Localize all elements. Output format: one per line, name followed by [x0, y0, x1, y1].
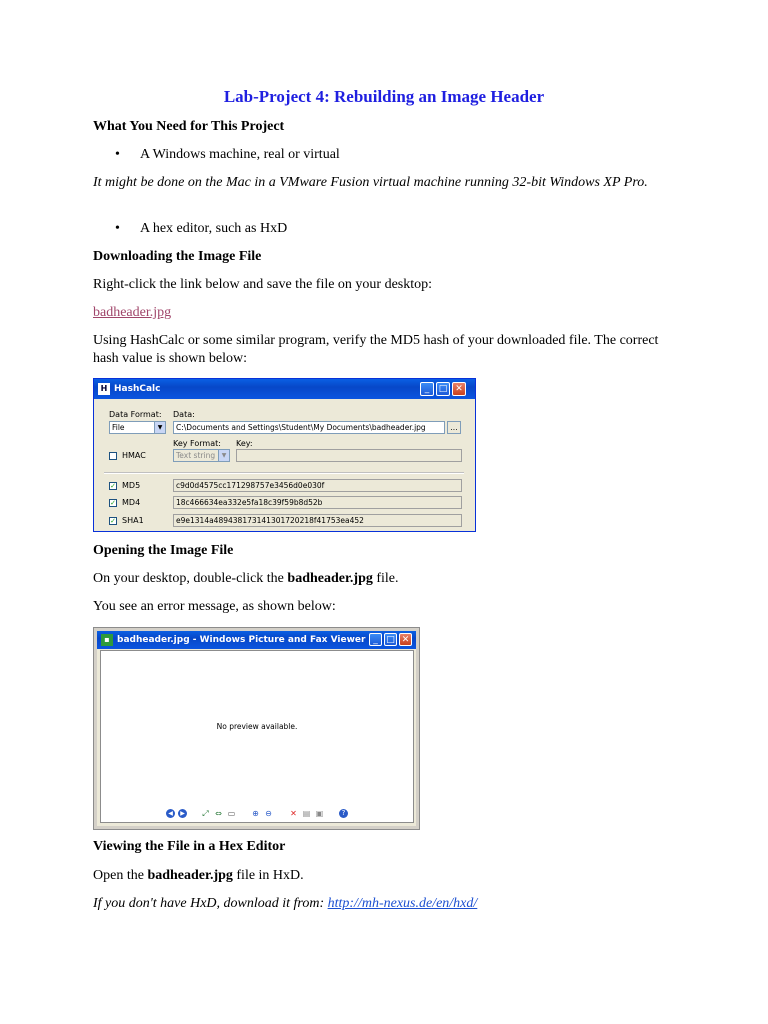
list-item-text: A Windows machine, real or virtual	[140, 147, 340, 162]
filename-bold: badheader.jpg	[147, 868, 233, 883]
text-run: Open the	[93, 868, 148, 883]
text-run: On your desktop, double-click the	[93, 571, 288, 586]
text-run: file in HxD.	[232, 868, 304, 883]
minimize-icon[interactable]: _	[420, 382, 434, 396]
paragraph: Using HashCalc or some similar program, verify the MD5 hash of your downloaded file. The correct hash value is shown below:	[93, 333, 659, 366]
help-icon[interactable]: ?	[339, 809, 348, 818]
hmac-checkbox[interactable]	[109, 452, 117, 460]
section-heading-open: Opening the Image File	[93, 543, 234, 558]
best-fit-icon[interactable]: ⤢	[202, 809, 209, 818]
paragraph	[93, 867, 304, 885]
maximize-icon[interactable]: □	[384, 633, 397, 646]
chevron-down-icon: ▼	[218, 450, 229, 461]
bullet-glyph: •	[115, 221, 120, 236]
actual-size-icon[interactable]: ⇔	[215, 809, 222, 818]
key-format-select[interactable]	[173, 449, 230, 462]
hxd-note	[93, 895, 477, 913]
preview-area	[100, 650, 414, 823]
text-run: If you don't have HxD, download it from:	[93, 896, 328, 911]
bullet-glyph: •	[115, 147, 120, 162]
italic-note: It might be done on the Mac in a VMware Fusion virtual machine running 32-bit Windows XP Pro.	[93, 175, 648, 190]
section-heading-hex: Viewing the File in a Hex Editor	[93, 839, 286, 854]
list-item-text: A hex editor, such as HxD	[140, 221, 288, 236]
sha1-result: e9e1314a489438173141301720218f41753ea452	[173, 514, 462, 527]
md5-label: MD5	[122, 481, 141, 490]
sha1-checkbox[interactable]: ✓	[110, 517, 116, 525]
hashcalc-titlebar	[94, 379, 475, 399]
text-run: file.	[372, 571, 399, 586]
picture-viewer-window	[93, 627, 420, 830]
data-format-select[interactable]	[109, 421, 166, 434]
save-icon[interactable]: ▣	[315, 809, 324, 818]
md5-result: c9d0d4575cc171298757e3456d0e030f	[173, 479, 462, 492]
close-icon[interactable]: ✕	[399, 633, 412, 646]
data-format-value: File	[112, 423, 125, 432]
download-link[interactable]	[93, 304, 171, 322]
page-title: Lab-Project 4: Rebuilding an Image Header	[223, 87, 545, 106]
paragraph: Right-click the link below and save the file on your desktop:	[93, 277, 433, 292]
data-format-label: Data Format:	[109, 410, 162, 419]
hashcalc-window	[93, 378, 476, 532]
section-heading-download: Downloading the Image File	[93, 249, 262, 264]
md4-result: 18c466634ea332e5fa18c39f59b8d52b	[173, 496, 462, 509]
window-title: HashCalc	[114, 384, 161, 394]
data-label: Data:	[173, 410, 195, 419]
window-title: badheader.jpg - Windows Picture and Fax Viewer	[117, 635, 366, 645]
hxd-download-link[interactable]: http://mh-nexus.de/en/hxd/	[327, 896, 478, 911]
paragraph: You see an error message, as shown below:	[93, 599, 336, 614]
hmac-label: HMAC	[122, 451, 146, 460]
filename-bold: badheader.jpg	[287, 571, 373, 586]
close-icon[interactable]: ✕	[452, 382, 466, 396]
minimize-icon[interactable]: _	[369, 633, 382, 646]
maximize-icon[interactable]: □	[436, 382, 450, 396]
key-label: Key:	[236, 439, 253, 448]
delete-icon[interactable]: ✕	[290, 809, 297, 818]
data-path-input[interactable]: C:\Documents and Settings\Student\My Documents\badheader.jpg	[173, 421, 445, 434]
divider	[104, 472, 464, 474]
viewer-app-icon: ▪	[101, 634, 113, 646]
no-preview-message: No preview available.	[216, 722, 298, 731]
section-heading-requirements: What You Need for This Project	[93, 119, 285, 134]
chevron-down-icon: ▼	[154, 422, 165, 433]
browse-button[interactable]: ...	[447, 421, 461, 434]
next-image-icon[interactable]: ▶	[178, 809, 187, 818]
download-link-text[interactable]: badheader.jpg	[93, 305, 172, 320]
previous-image-icon[interactable]: ◀	[166, 809, 175, 818]
md4-checkbox[interactable]: ✓	[110, 499, 116, 507]
key-format-value: Text string	[176, 451, 216, 460]
zoom-in-icon[interactable]: ⊕	[252, 809, 259, 818]
zoom-out-icon[interactable]: ⊖	[265, 809, 272, 818]
hashcalc-app-icon: H	[98, 383, 110, 395]
md4-label: MD4	[122, 498, 141, 507]
paragraph	[93, 570, 399, 588]
key-input[interactable]	[236, 449, 462, 462]
md5-checkbox[interactable]: ✓	[110, 482, 116, 490]
key-format-label: Key Format:	[173, 439, 221, 448]
list-item	[115, 147, 340, 163]
slideshow-icon[interactable]: ▭	[227, 809, 236, 818]
sha1-label: SHA1	[122, 516, 144, 525]
print-icon[interactable]: ▤	[302, 809, 311, 818]
list-item	[115, 221, 287, 237]
